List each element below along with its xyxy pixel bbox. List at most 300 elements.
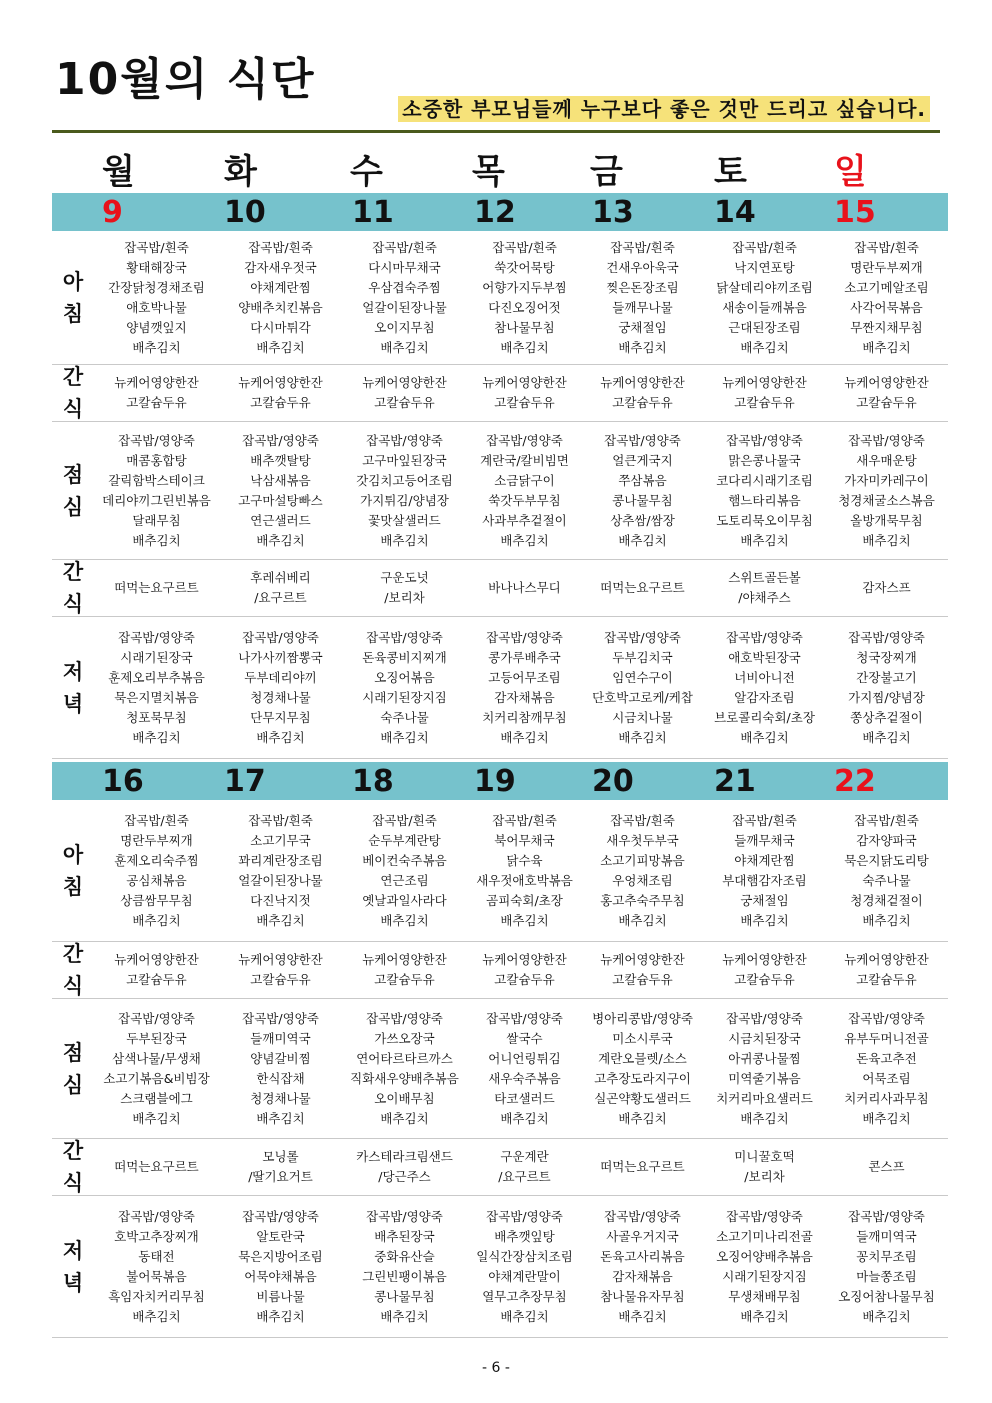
menu-item: 배추김치	[256, 532, 305, 548]
menu-cell	[704, 800, 825, 941]
date-number: 13	[592, 195, 634, 230]
menu-item: 무생채배무침	[728, 1288, 801, 1304]
meal-label-char: 심	[62, 1072, 84, 1097]
menu-item: 배추김치	[256, 1110, 305, 1126]
menu-cell	[464, 1139, 585, 1195]
menu-item: 명란두부찌개	[120, 832, 193, 848]
menu-item: 고칼슘두유	[494, 395, 555, 410]
menu-item: 타코샐러드	[494, 1090, 555, 1106]
menu-cell	[220, 1139, 341, 1195]
menu-item: 배추김치	[500, 339, 549, 355]
weekday-sun: 일	[834, 152, 867, 192]
menu-item: 미역줄기볶음	[728, 1070, 801, 1086]
menu-item: 쫑상추겉절이	[850, 709, 923, 725]
menu-item: /딸기요거트	[248, 1169, 313, 1184]
menu-item: 잡곡밥/영양죽	[118, 1208, 195, 1224]
menu-item: 배추김치	[500, 1110, 549, 1126]
menu-item: 고칼슘두유	[856, 972, 917, 987]
date-number: 15	[834, 195, 876, 230]
date-number: 20	[592, 764, 634, 799]
menu-item: 잡곡밥/영양죽	[604, 629, 681, 645]
menu-item: 고칼슘두유	[250, 972, 311, 987]
menu-cell	[96, 999, 217, 1138]
meal-label	[52, 1196, 94, 1337]
menu-item: 뉴케어영양한잔	[722, 952, 807, 967]
menu-item: 배추김치	[740, 912, 789, 928]
menu-item: 배추김치	[862, 1110, 911, 1126]
meal-label-char: 식	[62, 397, 84, 421]
menu-item: 들깨무나물	[612, 299, 673, 315]
menu-cell	[704, 365, 825, 421]
menu-item: 호박고추장찌개	[114, 1228, 199, 1244]
meal-label-char: 녁	[62, 1270, 84, 1295]
menu-item: 양배추치킨볶음	[238, 299, 323, 315]
menu-item: 순두부계란탕	[368, 832, 441, 848]
menu-item: 떠먹는요구르트	[600, 1159, 685, 1174]
menu-item: 뉴케어영양한잔	[362, 952, 447, 967]
menu-item: 묵은지닭도리탕	[844, 852, 929, 868]
menu-cell	[704, 1196, 825, 1337]
menu-item: 배추김치	[618, 912, 667, 928]
menu-item: 닭수육	[506, 852, 543, 868]
menu-item: 비름나물	[256, 1288, 305, 1304]
menu-item: 잡곡밥/흰죽	[492, 239, 557, 255]
menu-cell	[826, 231, 947, 364]
menu-item: 고구마잎된장국	[362, 452, 447, 468]
menu-item: 도토리묵오이무침	[716, 512, 813, 528]
week-menu-grid	[52, 800, 948, 1338]
menu-item: 배추김치	[618, 1308, 667, 1324]
menu-item: 바나나스무디	[488, 580, 561, 595]
meal-label-char: 저	[62, 659, 84, 684]
menu-cell	[220, 942, 341, 998]
menu-cell	[704, 231, 825, 364]
menu-item: 야채계란말이	[488, 1268, 561, 1284]
menu-item: 치커리참깨무침	[482, 709, 567, 725]
meal-row	[52, 422, 948, 560]
menu-item: 묵은지멸치볶음	[114, 689, 199, 705]
meal-label-char: 식	[62, 592, 84, 616]
menu-item: 뉴케어영양한잔	[600, 375, 685, 390]
menu-item: 잡곡밥/영양죽	[366, 432, 443, 448]
menu-item: 훈제오리숙주찜	[114, 852, 199, 868]
menu-item: 돈육콩비지찌개	[362, 649, 447, 665]
menu-item: 시래기된장지짐	[362, 689, 447, 705]
menu-item: 배추김치	[132, 532, 181, 548]
menu-item: 상큼쌈무무침	[120, 892, 193, 908]
menu-cell	[582, 1139, 703, 1195]
menu-cell	[464, 999, 585, 1138]
meal-label	[52, 800, 94, 941]
menu-item: 햄느타리볶음	[728, 492, 801, 508]
menu-item: 고칼슘두유	[494, 972, 555, 987]
menu-item: 나가사끼짬뽕국	[238, 649, 323, 665]
menu-item: 삼색나물/무생채	[112, 1050, 201, 1066]
menu-cell	[464, 1196, 585, 1337]
menu-item: 찢은돈장조림	[606, 279, 679, 295]
menu-item: 낙삼새볶음	[250, 472, 311, 488]
menu-item: 직화새우양배추볶음	[350, 1070, 459, 1086]
meal-label	[52, 231, 94, 364]
menu-item: 어니언링튀김	[488, 1050, 561, 1066]
menu-item: 감자스프	[862, 580, 911, 595]
menu-item: 고칼슘두유	[734, 972, 795, 987]
menu-cell	[96, 231, 217, 364]
menu-item: 그린빈팽이볶음	[362, 1268, 447, 1284]
menu-item: 오이배무침	[374, 1090, 435, 1106]
menu-item: 잡곡밥/흰죽	[248, 812, 313, 828]
menu-item: 감자채볶음	[612, 1268, 673, 1284]
menu-item: 뉴케어영양한잔	[114, 375, 199, 390]
menu-item: 잡곡밥/흰죽	[124, 812, 189, 828]
date-number: 22	[834, 764, 876, 799]
menu-cell	[344, 1139, 465, 1195]
meal-label-char: 간	[62, 942, 84, 966]
menu-item: 뉴케어영양한잔	[362, 375, 447, 390]
menu-item: 배추김치	[618, 729, 667, 745]
menu-item: 중화유산슬	[374, 1248, 435, 1264]
menu-item: 배추김치	[862, 1308, 911, 1324]
menu-item: 잡곡밥/영양죽	[366, 629, 443, 645]
menu-item: 배추깻잎탕	[494, 1228, 555, 1244]
menu-item: 고칼슘두유	[612, 972, 673, 987]
menu-item: 배추김치	[132, 1110, 181, 1126]
menu-item: 연근샐러드	[250, 512, 311, 528]
menu-item: 건새우아욱국	[606, 259, 679, 275]
menu-item: 뉴케어영양한잔	[114, 952, 199, 967]
menu-cell	[582, 800, 703, 941]
meal-label	[52, 560, 94, 616]
week-date-bar	[52, 762, 948, 800]
menu-cell	[464, 942, 585, 998]
menu-item: 배추김치	[740, 532, 789, 548]
menu-item: 잡곡밥/흰죽	[372, 239, 437, 255]
week-menu-grid	[52, 231, 948, 759]
menu-item: 배추김치	[132, 912, 181, 928]
menu-cell	[96, 422, 217, 559]
menu-item: 어향가지두부찜	[482, 279, 567, 295]
menu-item: 배추김치	[380, 912, 429, 928]
menu-item: 잡곡밥/영양죽	[726, 1010, 803, 1026]
menu-cell	[220, 617, 341, 758]
menu-item: 새우매운탕	[856, 452, 917, 468]
menu-item: 잡곡밥/영양죽	[848, 1208, 925, 1224]
menu-item: 가자미카레구이	[844, 472, 929, 488]
menu-item: 브로콜리숙회/초장	[714, 709, 815, 725]
weekday-tue: 화	[224, 152, 257, 192]
menu-item: 꽁치무조림	[856, 1248, 917, 1264]
menu-item: 북어무채국	[494, 832, 555, 848]
menu-cell	[220, 999, 341, 1138]
date-number: 16	[102, 764, 144, 799]
menu-item: 단호박고로케/케찹	[592, 689, 693, 705]
menu-item: 병아리콩밥/영양죽	[592, 1010, 693, 1026]
menu-item: 콩나물무침	[612, 492, 673, 508]
menu-item: 야채계란찜	[734, 852, 795, 868]
menu-item: 가지찜/양념장	[848, 689, 925, 705]
menu-item: 새송이들깨볶음	[722, 299, 807, 315]
menu-item: 미소시루국	[612, 1030, 673, 1046]
menu-item: 배추김치	[740, 729, 789, 745]
menu-item: 유부두머니전골	[844, 1030, 929, 1046]
menu-cell	[220, 422, 341, 559]
meal-row	[52, 231, 948, 365]
menu-item: 동태전	[138, 1248, 175, 1264]
menu-cell	[464, 422, 585, 559]
menu-item: 쭈삼볶음	[618, 472, 667, 488]
menu-item: 얼갈이된장나물	[238, 872, 323, 888]
menu-item: 곰피숙회/초장	[486, 892, 563, 908]
menu-item: 뉴케어영양한잔	[482, 952, 567, 967]
menu-cell	[582, 560, 703, 616]
menu-item: 어묵조림	[862, 1070, 911, 1086]
meal-label-char: 침	[62, 874, 84, 899]
menu-item: 두부된장국	[126, 1030, 187, 1046]
menu-item: 계란오믈렛/소스	[598, 1050, 687, 1066]
meal-label-char: 식	[62, 1171, 84, 1195]
menu-item: 다시마무채국	[368, 259, 441, 275]
menu-item: 배추김치	[256, 1308, 305, 1324]
meal-label-char: 저	[62, 1238, 84, 1263]
menu-item: 배추김치	[618, 532, 667, 548]
menu-item: 잡곡밥/영양죽	[366, 1208, 443, 1224]
menu-item: 얼갈이된장나물	[362, 299, 447, 315]
menu-item: 뉴케어영양한잔	[238, 952, 323, 967]
menu-item: /당근주스	[378, 1169, 431, 1184]
date-number: 18	[352, 764, 394, 799]
menu-item: /보리차	[744, 1169, 785, 1184]
menu-item: 두부데리야끼	[244, 669, 317, 685]
menu-item: 배추김치	[500, 912, 549, 928]
menu-item: 청포묵무침	[126, 709, 187, 725]
menu-item: 근대된장조림	[728, 319, 801, 335]
menu-item: 쌀국수	[506, 1030, 543, 1046]
menu-cell	[582, 422, 703, 559]
menu-item: 청경채겉절이	[850, 892, 923, 908]
meal-label-char: 점	[62, 1040, 84, 1065]
menu-item: 고칼슘두유	[126, 972, 187, 987]
meal-label-char: 아	[62, 842, 84, 867]
meal-row	[52, 1139, 948, 1196]
menu-cell	[344, 231, 465, 364]
menu-item: 올방개묵무침	[850, 512, 923, 528]
menu-item: 배추된장국	[374, 1228, 435, 1244]
menu-item: 사각어묵볶음	[850, 299, 923, 315]
menu-item: 알감자조림	[734, 689, 795, 705]
menu-item: 배추김치	[380, 1110, 429, 1126]
menu-item: 베이컨숙주볶음	[362, 852, 447, 868]
meal-row	[52, 560, 948, 617]
menu-item: 쑥갓어묵탕	[494, 259, 555, 275]
menu-item: 소금닭구이	[494, 472, 555, 488]
menu-cell	[344, 422, 465, 559]
menu-item: 떠먹는요구르트	[114, 1159, 199, 1174]
menu-item: 데리야끼그린빈볶음	[102, 492, 211, 508]
menu-item: 잡곡밥/영양죽	[118, 1010, 195, 1026]
menu-item: 콘스프	[868, 1159, 905, 1174]
menu-item: 떠먹는요구르트	[114, 580, 199, 595]
menu-item: 구운도넛	[380, 570, 429, 585]
page-number: - 6 -	[482, 1360, 510, 1376]
menu-item: 쑥갓두부무침	[488, 492, 561, 508]
menu-cell	[96, 617, 217, 758]
menu-item: 배추김치	[740, 1110, 789, 1126]
menu-cell	[826, 942, 947, 998]
menu-item: 소고기메알조림	[844, 279, 929, 295]
menu-item: 미니꿀호떡	[734, 1149, 795, 1164]
menu-item: 잡곡밥/흰죽	[732, 239, 797, 255]
meal-label	[52, 365, 94, 421]
menu-cell	[220, 231, 341, 364]
menu-item: 청경채나물	[250, 1090, 311, 1106]
menu-item: 고칼슘두유	[126, 395, 187, 410]
menu-cell	[826, 560, 947, 616]
menu-item: 잡곡밥/영양죽	[366, 1010, 443, 1026]
menu-cell	[464, 800, 585, 941]
menu-item: 잡곡밥/흰죽	[124, 239, 189, 255]
menu-item: 우엉채조림	[612, 872, 673, 888]
menu-item: 치커리사과무침	[844, 1090, 929, 1106]
menu-item: 배추김치	[380, 339, 429, 355]
menu-item: /요구르트	[254, 590, 307, 605]
menu-cell	[220, 1196, 341, 1337]
date-number: 21	[714, 764, 756, 799]
menu-item: 간장불고기	[856, 669, 917, 685]
menu-item: 돈육고추전	[856, 1050, 917, 1066]
menu-item: /보리차	[384, 590, 425, 605]
menu-item: 잡곡밥/흰죽	[854, 239, 919, 255]
menu-item: 잡곡밥/영양죽	[726, 1208, 803, 1224]
menu-item: 고칼슘두유	[374, 395, 435, 410]
menu-item: 훈제오리부추볶음	[108, 669, 205, 685]
menu-item: 시금치된장국	[728, 1030, 801, 1046]
menu-item: 잡곡밥/흰죽	[610, 812, 675, 828]
menu-cell	[704, 1139, 825, 1195]
menu-item: 잡곡밥/영양죽	[848, 1010, 925, 1026]
meal-label	[52, 999, 94, 1138]
menu-item: 오징어참나물무침	[838, 1288, 935, 1304]
menu-item: 잡곡밥/흰죽	[854, 812, 919, 828]
menu-item: 시래기된장국	[120, 649, 193, 665]
weekday-header	[52, 152, 948, 192]
menu-item: 배추김치	[132, 729, 181, 745]
menu-cell	[826, 800, 947, 941]
menu-item: 꽃맛살샐러드	[368, 512, 441, 528]
menu-cell	[96, 1139, 217, 1195]
menu-item: 애호박된장국	[728, 649, 801, 665]
menu-item: 뉴케어영양한잔	[722, 375, 807, 390]
menu-item: 뉴케어영양한잔	[844, 375, 929, 390]
menu-item: 부대햄감자조림	[722, 872, 807, 888]
meal-label-char: 심	[62, 494, 84, 519]
menu-item: 연근조림	[380, 872, 429, 888]
menu-cell	[96, 365, 217, 421]
menu-item: 잡곡밥/영양죽	[118, 432, 195, 448]
menu-cell	[344, 365, 465, 421]
menu-item: 달래무침	[132, 512, 181, 528]
menu-item: 잡곡밥/영양죽	[726, 432, 803, 448]
menu-cell	[582, 1196, 703, 1337]
menu-item: 일식간장삼치조림	[476, 1248, 573, 1264]
menu-item: 배추김치	[862, 532, 911, 548]
menu-cell	[826, 365, 947, 421]
menu-item: 배추김치	[740, 339, 789, 355]
menu-item: 새우숙주볶음	[488, 1070, 561, 1086]
menu-item: 참나물무침	[494, 319, 555, 335]
meal-row	[52, 1196, 948, 1338]
menu-item: 배추김치	[618, 1110, 667, 1126]
meal-label	[52, 942, 94, 998]
menu-item: 배추김치	[500, 729, 549, 745]
menu-item: 홍고추숙주무침	[600, 892, 685, 908]
menu-item: 다진낙지젓	[250, 892, 311, 908]
menu-item: 잡곡밥/영양죽	[486, 1010, 563, 1026]
meal-label-char: 아	[62, 269, 84, 294]
menu-item: 숙주나물	[862, 872, 911, 888]
menu-cell	[96, 942, 217, 998]
menu-item: 가쓰오장국	[374, 1030, 435, 1046]
week-date-bar	[52, 193, 948, 231]
menu-item: 묵은지방어조림	[238, 1248, 323, 1264]
date-number: 14	[714, 195, 756, 230]
menu-cell	[704, 942, 825, 998]
menu-item: 뉴케어영양한잔	[600, 952, 685, 967]
menu-cell	[826, 1196, 947, 1337]
menu-item: 잡곡밥/영양죽	[486, 629, 563, 645]
menu-item: 감자새우젓국	[244, 259, 317, 275]
menu-item: 양념깻잎지	[126, 319, 187, 335]
menu-cell	[96, 1196, 217, 1337]
menu-item: 양념갈비찜	[250, 1050, 311, 1066]
menu-cell	[344, 999, 465, 1138]
menu-item: 잡곡밥/영양죽	[242, 629, 319, 645]
menu-item: 잡곡밥/영양죽	[848, 432, 925, 448]
menu-item: 감자양파국	[856, 832, 917, 848]
menu-item: 들깨무채국	[734, 832, 795, 848]
menu-cell	[344, 1196, 465, 1337]
weekday-thu: 목	[472, 152, 505, 192]
menu-item: 잡곡밥/영양죽	[604, 432, 681, 448]
weekday-mon: 월	[102, 152, 135, 192]
menu-item: 고구마설탕빠스	[238, 492, 323, 508]
menu-item: 두부김치국	[612, 649, 673, 665]
menu-item: 애호박나물	[126, 299, 187, 315]
menu-item: 한식잡채	[256, 1070, 305, 1086]
meal-label-char: 간	[62, 365, 84, 389]
menu-item: 소고기피망볶음	[600, 852, 685, 868]
menu-item: 얼큰게국지	[612, 452, 673, 468]
menu-item: 다진오징어젓	[488, 299, 561, 315]
menu-item: 잡곡밥/영양죽	[726, 629, 803, 645]
menu-item: 배추김치	[862, 339, 911, 355]
menu-cell	[582, 999, 703, 1138]
menu-item: 청경채나물	[250, 689, 311, 705]
menu-item: 잡곡밥/영양죽	[486, 1208, 563, 1224]
menu-item: 배추김치	[500, 532, 549, 548]
menu-item: 간장닭청경채조림	[108, 279, 205, 295]
menu-item: 갓김치고등어조림	[356, 472, 453, 488]
menu-item: 오징어양배추볶음	[716, 1248, 813, 1264]
menu-item: 잡곡밥/영양죽	[118, 629, 195, 645]
menu-item: 아귀콩나물찜	[728, 1050, 801, 1066]
menu-cell	[96, 800, 217, 941]
menu-item: 콩가루배추국	[488, 649, 561, 665]
menu-item: 고추장도라지구이	[594, 1070, 691, 1086]
date-number: 10	[224, 195, 266, 230]
menu-item: 고등어무조림	[488, 669, 561, 685]
menu-item: 감자채볶음	[494, 689, 555, 705]
menu-item: 코다리시래기조림	[716, 472, 813, 488]
